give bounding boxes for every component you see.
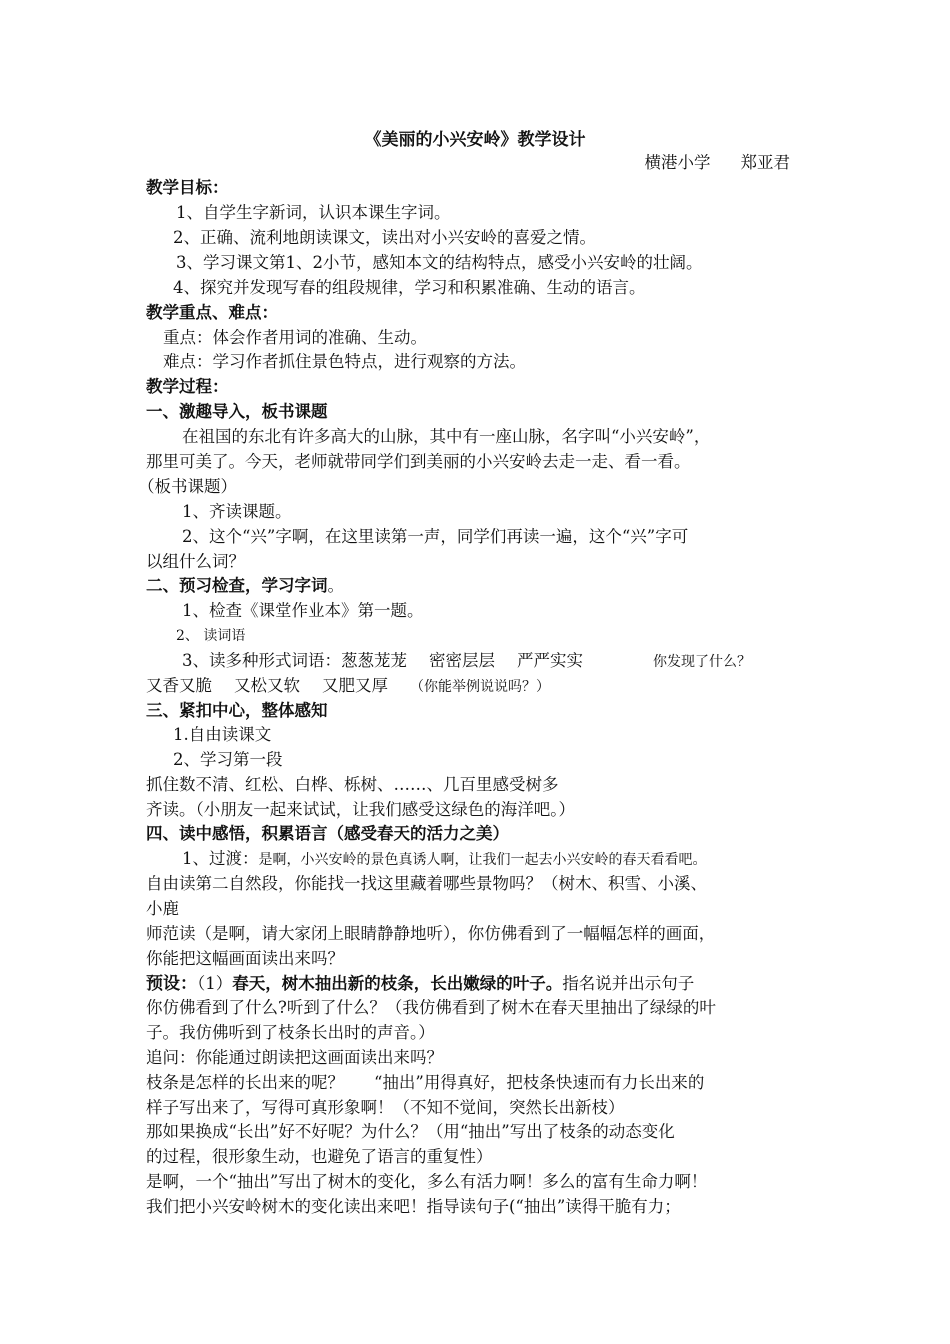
preset-label: 预设： [146,974,197,994]
section-3-heading: 三、紧扣中心，整体感知 [146,701,328,720]
section-1-heading: 一、激趣导入，板书课题 [146,402,328,421]
school-name: 横港小学 [644,153,711,172]
goals-heading: 教学目标： [146,178,229,197]
section-2-punct: 。 [327,576,344,595]
process-heading: 教学过程： [146,377,229,396]
paragraph-line: 的过程，很形象生动，也避免了语言的重复性） [146,1147,493,1166]
word: 葱葱茏茏 [341,651,407,670]
preset-line [146,972,694,996]
list-item: 1、齐读课题。 [182,502,292,521]
section-4-heading: 四、读中感悟，积累语言（感受春天的活力之美） [146,824,509,843]
word: 又香又脆 [146,676,212,695]
paragraph-line: 样子写出来了，写得可真形象啊！（不知不觉间，突然长出新枝） [146,1098,625,1117]
section-2-heading [146,574,344,598]
list-item: 1、检查《课堂作业本》第一题。 [182,601,424,620]
author-name: 郑亚君 [740,153,790,172]
goal-item: 3、学习课文第1、2小节，感知本文的结构特点，感受小兴安岭的壮阔。 [176,253,703,272]
paragraph-line: 你能把这幅画面读出来吗？ [146,949,344,968]
section-2-title: 二、预习检查，学习字词 [146,576,328,595]
paragraph-line: 抓住数不清、红松、白桦、栎树、……、几百里感受树多 [146,775,559,794]
word: 密密层层 [429,651,495,670]
word: 严严实实 [517,651,583,670]
paragraph-line: 师范读（是啊，请大家闭上眼睛静静地听），你仿佛看到了一幅幅怎样的画面， [146,924,716,943]
doc-title: 《美丽的小兴安岭》教学设计 [364,130,586,150]
question: （你能举例说说吗？） [410,679,550,695]
goal-item: 2、正确、流利地朗读课文，读出对小兴安岭的喜爱之情。 [173,228,596,247]
preset-sentence: 春天，树木抽出新的枝条，长出嫩绿的叶子。 [232,974,563,993]
paragraph-line: 追问：你能通过朗读把这画面读出来吗？ [146,1048,443,1067]
paragraph-line: （板书课题） [138,477,237,496]
goal-item: 4、探究并发现写春的组段规律，学习和积累准确、生动的语言。 [173,278,646,297]
paragraph-line: 我们把小兴安岭树木的变化读出来吧！指导读句子(“抽出”读得干脆有力； [146,1197,681,1216]
list-item: 2、这个“兴”字啊，在这里读第一声，同学们再读一遍，这个“兴”字可 [182,527,689,546]
word: 又肥又厚 [322,676,388,695]
transition-line [182,847,707,872]
paragraph-line: 你仿佛看到了什么?听到了什么？（我仿佛看到了树木在春天里抽出了绿绿的叶 [146,998,716,1017]
list-item: 1、过渡： [182,849,259,868]
preset-tail: 指名说并出示句子 [562,974,695,993]
doc-author-line [645,151,791,175]
list-item: 1.自由读课文 [173,725,272,744]
goal-item: 1、自学生字新词，认识本课生字词。 [176,203,451,222]
paragraph-line: 是啊，一个“抽出”写出了树木的变化，多么有活力啊！多么的富有生命力啊！ [146,1172,708,1191]
word-forms-line [146,674,550,699]
paragraph-line: 齐读。（小朋友一起来试试，让我们感受这绿色的海洋吧。） [146,800,575,819]
list-item: 2、 读词语 [176,628,246,644]
paragraph-line: 子。我仿佛听到了枝条长出时的声音。） [146,1023,435,1042]
answer: “抽出”用得真好，把枝条快速而有力长出来的 [374,1073,705,1092]
preset-number: （1） [197,974,233,993]
paragraph-line: 小鹿 [146,899,179,918]
paragraph-line: 那里可美了。今天，老师就带同学们到美丽的小兴安岭去走一走、看一看。 [146,452,691,471]
list-item: 2、学习第一段 [173,750,283,769]
question: 枝条是怎样的长出来的呢？ [146,1073,344,1092]
paragraph-line: 在祖国的东北有许多高大的山脉，其中有一座山脉，名字叫“小兴安岭”， [182,427,711,446]
paragraph-line [146,1071,704,1095]
keypoints-heading: 教学重点、难点： [146,303,278,322]
paragraph-line: 以组什么词？ [146,552,245,571]
key-point: 重点：体会作者用词的准确、生动。 [163,328,427,347]
paragraph-line: 自由读第二自然段，你能找一找这里藏着哪些景物吗？（树木、积雪、小溪、 [146,874,707,893]
transition-text: 是啊，小兴安岭的景色真诱人啊，让我们一起去小兴安岭的春天看看吧。 [258,852,707,868]
paragraph-line: 那如果换成“长出”好不好呢？为什么？（用“抽出”写出了枝条的动态变化 [146,1122,675,1141]
word-forms-line [182,649,751,674]
word: 又松又软 [234,676,300,695]
difficult-point: 难点：学习作者抓住景色特点，进行观察的方法。 [163,352,526,371]
list-item: 3、读多种形式词语： [182,651,341,670]
question: 你发现了什么？ [653,654,751,670]
